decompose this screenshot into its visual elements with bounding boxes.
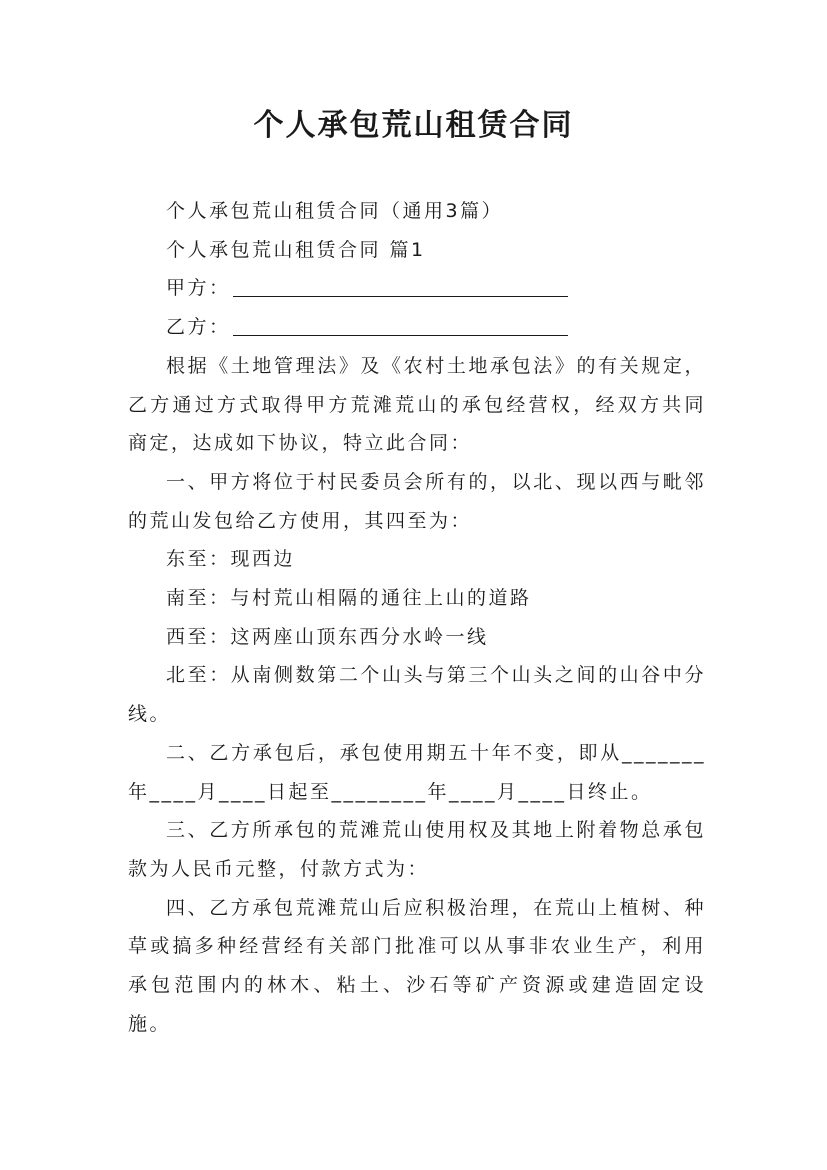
party-b-blank[interactable]: [233, 317, 568, 336]
document-title: 个人承包荒山租赁合同: [253, 108, 574, 143]
document-body: [128, 192, 706, 1043]
clause-3-paragraph: 三、乙方所承包的荒滩荒山使用权及其地上附着物总承包款为人民币元整，付款方式为：: [128, 819, 706, 880]
clause-2-paragraph: 二、乙方承包后，承包使用期五十年不变，即从_______年____月____日起至________年____月____日终止。: [128, 741, 706, 803]
east-boundary: 东至：现西边: [166, 548, 296, 571]
north-boundary: 北至：从南侧数第二个山头与第三个山头之间的山谷中分线。: [128, 664, 706, 726]
preamble-paragraph: 根据《土地管理法》及《农村土地承包法》的有关规定，乙方通过方式取得甲方荒滩荒山的承包经营权，经双方共同商定，达成如下协议，特立此合同：: [128, 354, 706, 455]
party-a-blank[interactable]: [233, 278, 568, 297]
subtitle-paragraph: 个人承包荒山租赁合同（通用3篇）: [166, 200, 504, 222]
clause-1-paragraph: 一、甲方将位于村民委员会所有的，以北、现以西与毗邻的荒山发包给乙方使用，其四至为：: [128, 470, 706, 532]
section-heading: 个人承包荒山租赁合同 篇1: [166, 238, 426, 261]
party-a-label: 甲方：: [166, 277, 231, 300]
party-b-label: 乙方：: [166, 316, 231, 339]
party-a-line: [128, 269, 706, 308]
west-boundary: 西至：这两座山顶东西分水岭一线: [166, 625, 489, 648]
clause-4-paragraph: 四、乙方承包荒滩荒山后应积极治理，在荒山上植树、种草或搞多种经营经有关部门批准可以从事非农业生产，利用承包范围内的林木、粘土、沙石等矿产资源或建造固定设施。: [128, 896, 706, 1035]
party-b-line: [128, 308, 706, 347]
south-boundary: 南至：与村荒山相隔的通往上山的道路: [166, 587, 532, 610]
